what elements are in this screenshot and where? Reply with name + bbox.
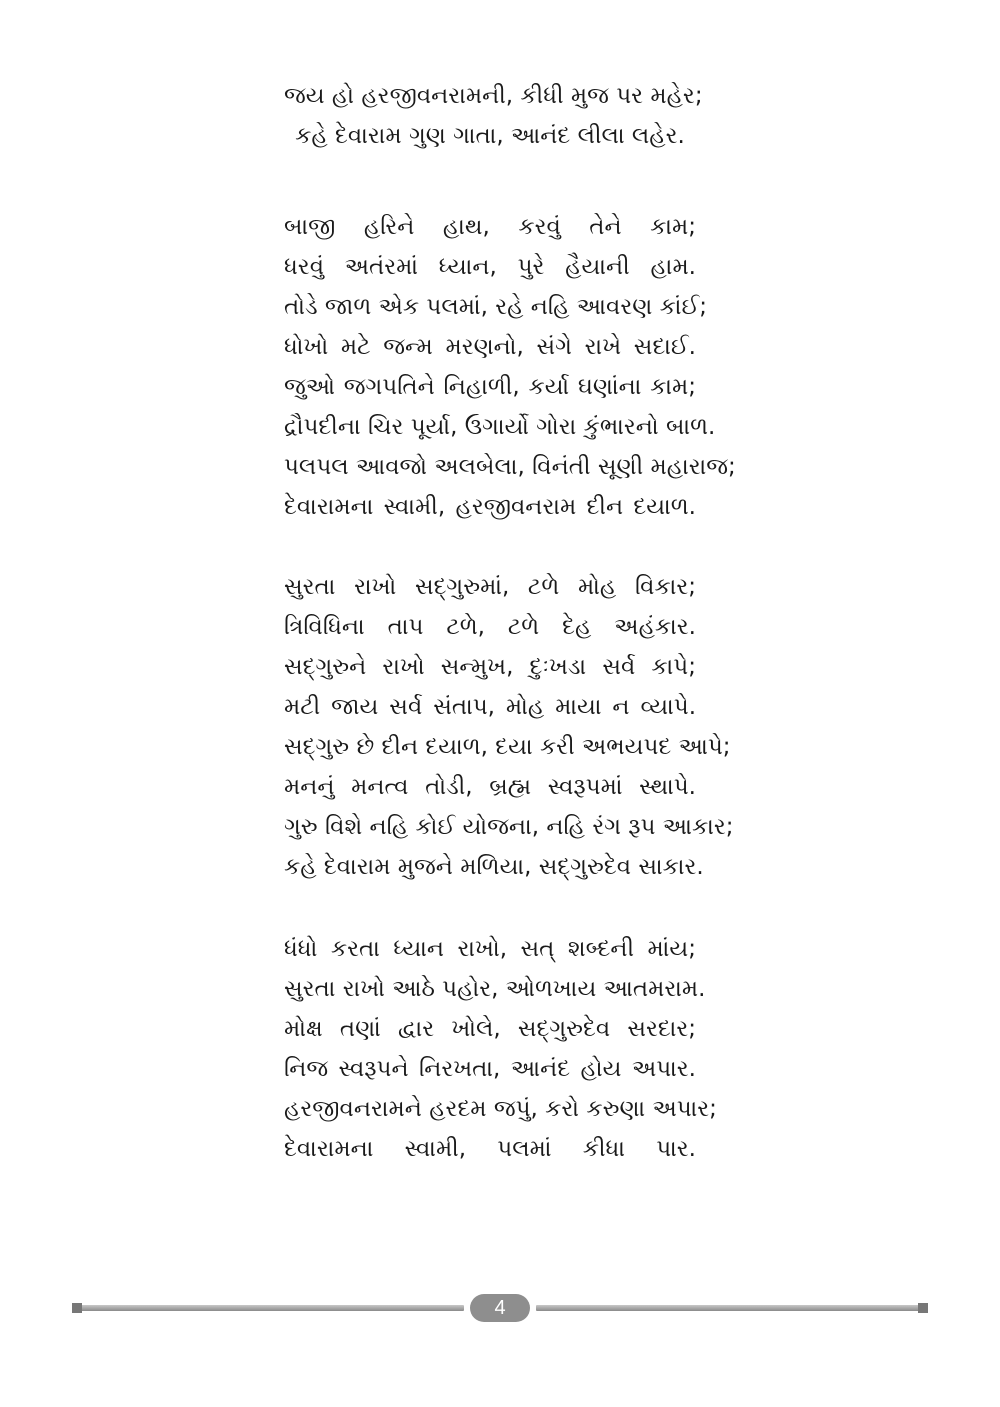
verse-line: હરજીવનરામને હરદમ જપું, કરો કરુણા અપાર; bbox=[284, 1096, 717, 1122]
verse-line: સુરતા રાખો સદ્‌ગુરુમાં, ટળે મોહ વિકાર; bbox=[284, 574, 696, 600]
verse-line: કહે દેવારામ ગુણ ગાતા, આનંદ લીલા લહેર. bbox=[295, 123, 685, 149]
verse-line: ધરવું અતંરમાં ધ્યાન, પુરે હૈયાની હામ. bbox=[284, 254, 696, 280]
verse-line: મટી જાય સર્વ સંતાપ, મોહ માયા ન વ્યાપે. bbox=[284, 694, 696, 720]
stanza-2 bbox=[284, 207, 736, 527]
footer-end-cap-right bbox=[918, 1303, 928, 1313]
verse-line: મનનું મનત્વ તોડી, બ્રહ્મ સ્વરૂપમાં સ્થાપે. bbox=[284, 774, 696, 800]
verse-line: કહે દેવારામ મુજને મળિયા, સદ્‌ગુરુદેવ સાકાર. bbox=[284, 854, 704, 880]
footer-end-cap-left bbox=[72, 1303, 82, 1313]
verse-line: સુરતા રાખો આઠે પહોર, ઓળખાય આતમરામ. bbox=[284, 976, 706, 1002]
verse-line: ગુરુ વિશે નહિ કોઈ યોજના, નહિ રંગ રૂપ આકાર; bbox=[284, 814, 734, 840]
verse-line: સદ્‌ગુરુને રાખો સન્મુખ, દુઃખડા સર્વ કાપે; bbox=[284, 654, 696, 680]
footer-rule-left bbox=[72, 1305, 464, 1311]
verse-line: તોડે જાળ એક પલમાં, રહે નહિ આવરણ કાંઈ; bbox=[284, 294, 708, 320]
verse-line: જુઓ જગપતિને નિહાળી, કર્યા ઘણાંના કામ; bbox=[284, 374, 696, 400]
stanza-1 bbox=[284, 76, 703, 156]
page-number: 4 bbox=[470, 1294, 530, 1322]
verse-line: બાજી હરિને હાથ, કરવું તેને કામ; bbox=[284, 214, 696, 240]
verse-line: નિજ સ્વરૂપને નિરખતા, આનંદ હોય અપાર. bbox=[284, 1056, 696, 1082]
verse-line: પલપલ આવજો અલબેલા, વિનંતી સૂણી મહારાજ; bbox=[284, 454, 736, 480]
stanza-3 bbox=[284, 567, 734, 887]
verse-line: ધોખો મટે જન્મ મરણનો, સંગે રાખે સદાઈ. bbox=[284, 334, 696, 360]
footer-rule-right bbox=[536, 1305, 928, 1311]
verse-line: દ્રૌપદીના ચિર પૂર્યા, ઉગાર્યો ગોરા કુંભારનો બાળ. bbox=[284, 414, 716, 440]
verse-line: દેવારામના સ્વામી, પલમાં કીધા પાર. bbox=[284, 1136, 696, 1162]
verse-line: દેવારામના સ્વામી, હરજીવનરામ દીન દયાળ. bbox=[284, 494, 696, 520]
page-footer bbox=[72, 1294, 928, 1324]
verse-line: ધંધો કરતા ધ્યાન રાખો, સત્‌ શબ્દની માંય; bbox=[284, 936, 696, 962]
verse-line: સદ્‌ગુરુ છે દીન દયાળ, દયા કરી અભયપદ આપે; bbox=[284, 734, 731, 760]
stanza-4 bbox=[284, 929, 717, 1169]
verse-line: જય હો હરજીવનરામની, કીધી મુજ પર મહેર; bbox=[284, 83, 703, 109]
verse-line: ત્રિવિધિના તાપ ટળે, ટળે દેહ અહંકાર. bbox=[284, 614, 696, 640]
verse-line: મોક્ષ તણાં દ્વાર ખોલે, સદ્‌ગુરુદેવ સરદાર; bbox=[284, 1016, 696, 1042]
